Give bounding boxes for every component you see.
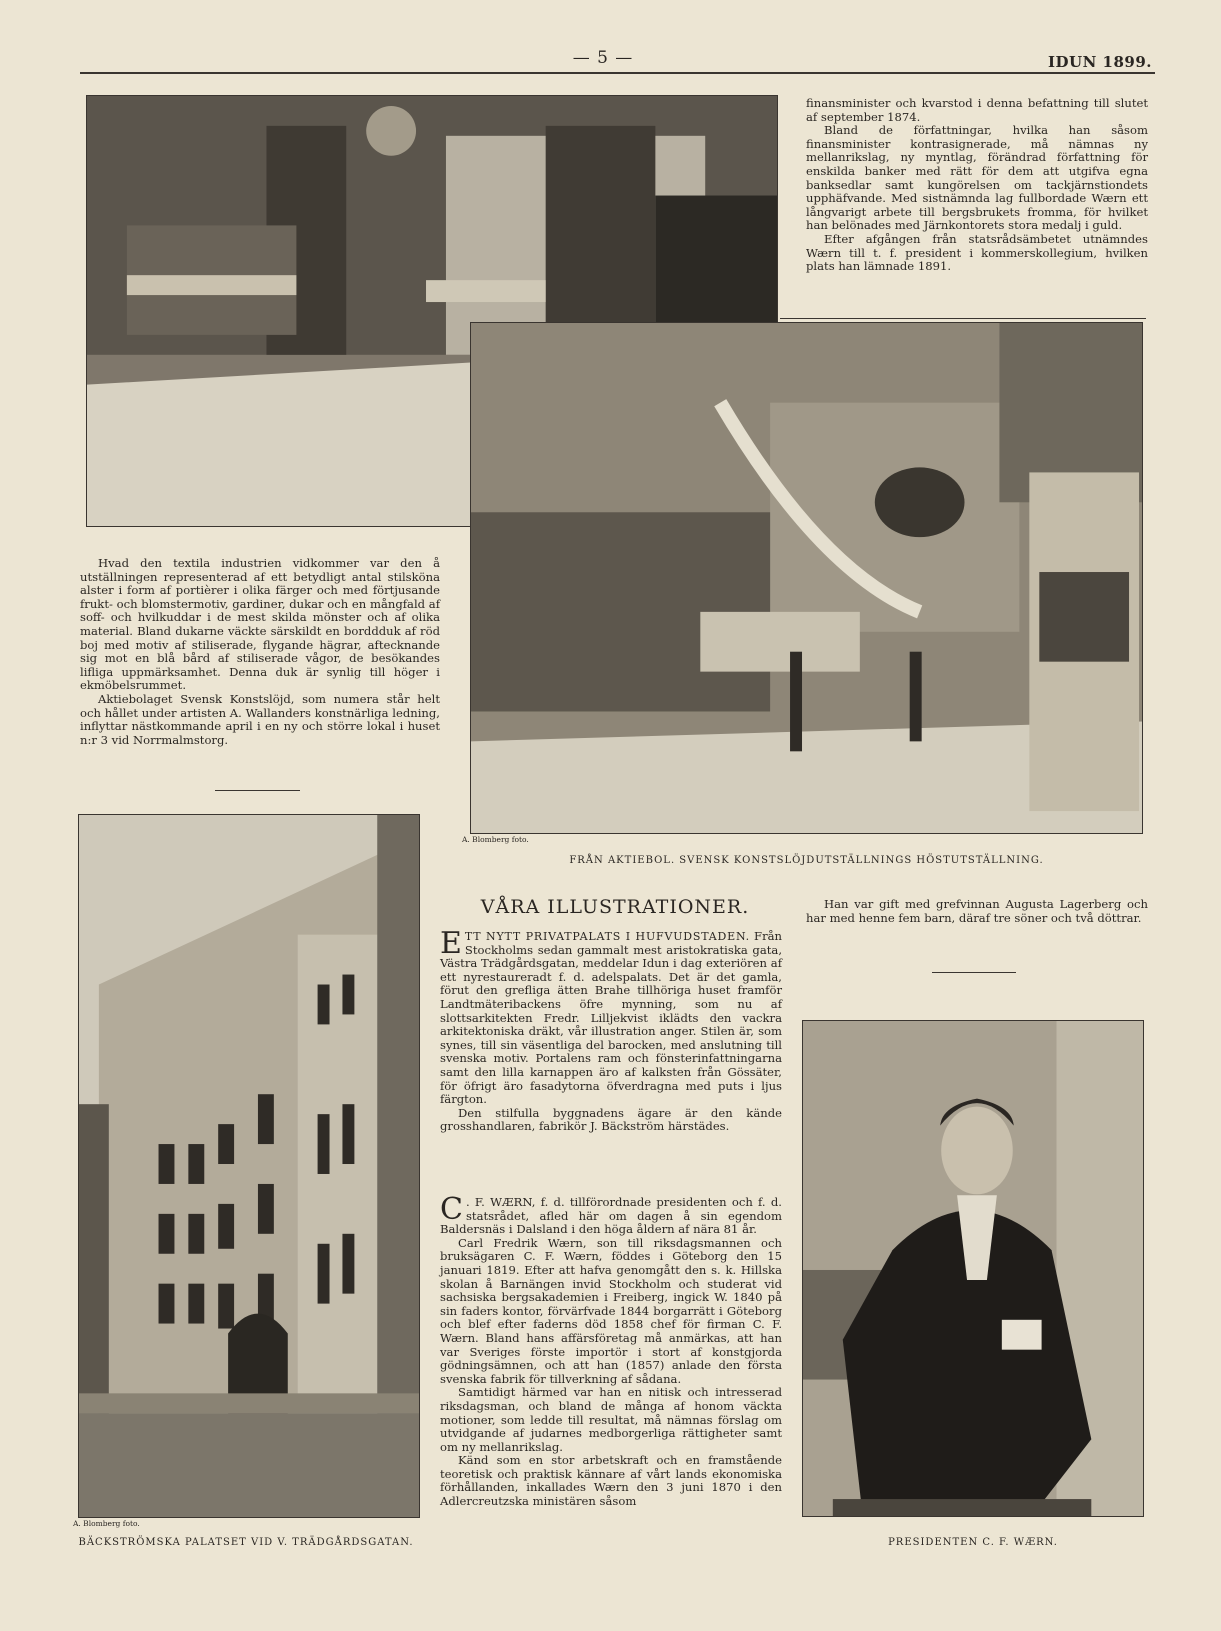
paragraph: Efter afgången från statsrådsämbetet utnämndes Wærn till t. f. president i kommerskollegium, hvilken plats han lämnade 1891. bbox=[806, 231, 1148, 274]
paragraph: Carl Fredrik Wærn, son till riksdagsmannen och bruksägaren C. F. Wærn, föddes i Göteborg den 15 januari 1819. Efter att hafva genomgått den s. k. Hillska skolan å Barnängen invid Stockholm och studerat vid sachsiska bergsakademien i Freiberg, ingick W. 1840 på sin faders kontor, förvärfvade 1844 borgarrätt i Göteborg och blef efter faderns död 1858 chef för firman C. F. Wærn. Bland hans affärsföretag må anmärkas, att han var Sveriges förste importör i stort af konstgjorda gödningsämnen, och att han (1857) anlade den första svenska fabrik för tillverkning af sådana. bbox=[440, 1235, 782, 1386]
text-run: Från Stockholms sedan gammalt mest aristokratiska gata, Västra Trädgårdsgatan, meddelar Idun i dag exteriören af ett nyrestaureradt f. d. adelspalats. Det är det gamla, förut den grefliga ätten Brahe tillhöriga huset framför Landtmäteribackens öfre mynning, som nu af slottsarkitekten Fredr. Lilljekvist iklädts den vackra arkitektoniska dräkt, vår illustration anger. Stilen är, som synes, till sin väsentliga del barocken, med anslutning till svenska motiv. Portalens ram och fönsterinfattningarna samt den lilla karnappen äro af kalksten från Gössäter, för öfrigt äro fasadytorna öfverdragna med puts i ljus färgton. bbox=[440, 929, 783, 1107]
column-rule bbox=[780, 318, 1146, 319]
paragraph: Den stilfulla byggnadens ägare är den kände grosshandlaren, fabrikör J. Bäckström härstädes. bbox=[440, 1105, 782, 1134]
paragraph: Hvad den textila industrien vidkommer var den å utställningen representerad af ett betydligt antal stilsköna alster i form af portièrer i olika färger och med förtjusande frukt- och blomstermotiv, gardiner, dukar och en mångfald af soff- och hvilkuddar i de mest skilda mönster och af olika material. Bland dukarne väckte särskildt en borddduk af röd boj med motiv af stiliserade, flygande hägrar, aftecknande sig mot en blå bård af stiliserade vågor, de besökandes lifliga uppmärksamhet. Denna duk är synlig till höger i ekmöbelsrummet. bbox=[80, 556, 440, 693]
paragraph: Han var gift med grefvinnan Augusta Lagerberg och har med henne fem barn, däraf tre söner och två döttrar. bbox=[806, 897, 1148, 925]
paragraph: Känd som en stor arbetskraft och en framstående teoretisk och praktisk kännare af vårt lands ekonomiska förhållanden, inkallades Wærn den 3 juni 1870 i den Adlercreutzska ministären såsom bbox=[440, 1453, 782, 1509]
photo-portrait-waern bbox=[802, 1020, 1144, 1517]
header-rule bbox=[80, 72, 1155, 74]
paragraph: finansminister och kvarstod i denna befattning till slutet af september 1874. bbox=[806, 96, 1148, 124]
section-divider bbox=[932, 972, 1016, 973]
paragraph bbox=[440, 926, 783, 1107]
dropcap: C bbox=[440, 1192, 463, 1227]
page-number: — 5 — bbox=[572, 48, 634, 68]
caption-exhibition: FRÅN AKTIEBOL. SVENSK KONSTSLÖJDUTSTÄLLNINGS HÖSTUTSTÄLLNING. bbox=[569, 855, 1044, 866]
paragraph: Samtidigt härmed var han en nitisk och intresserad riksdagsman, och bland de många af honom väckta motioner, som ledde till resultat, må nämnas förslag om utvidgande af judarnes medborgerliga rättigheter samt om ny mellanrikslag. bbox=[440, 1385, 782, 1454]
text-run: . F. WÆRN, f. d. tillförordnade presidenten och f. d. statsrådet, afled här om dagen å sin egendom Baldersnäs i Dalsland i den höga åldern af nära 81 år. bbox=[440, 1195, 782, 1237]
paragraph bbox=[440, 1192, 782, 1237]
article-subheading: TT NYTT PRIVATPALATS I HUFVUDSTADEN. bbox=[464, 930, 750, 943]
article-textile bbox=[80, 557, 440, 747]
caption-palace: BÄCKSTRÖMSKA PALATSET VID V. TRÄDGÅRDSGATAN. bbox=[78, 1537, 414, 1548]
paragraph: Aktiebolaget Svensk Konstslöjd, som numera står helt och hållet under artisten A. Wallanders konstnärliga ledning, inflyttar nästkommande april i en ny och större lokal i huset n:r 3 vid Norrmalmstorg. bbox=[80, 691, 440, 747]
dropcap: E bbox=[440, 926, 462, 961]
paragraph: Bland de författningar, hvilka han såsom finansminister kontrasignerade, må nämnas ny mellanrikslag, ny myntlag, förändrad författning för enskilda banker med rätt för dem att utgifva egna banksedlar samt kungörelsen om tackjärnstiondets upphäfvande. Med sistnämnda lag fullbordade Wærn ett långvarigt arbete till bergsbrukets fromma, för hvilket han belönades med Järnkontorets stora medalj i guld. bbox=[806, 123, 1148, 233]
photo-room-bedroom bbox=[470, 322, 1143, 834]
photo-credit: A. Blomberg foto. bbox=[462, 835, 529, 844]
photo-backstrom-palace bbox=[78, 814, 420, 1518]
section-divider bbox=[215, 790, 300, 791]
article-palace bbox=[440, 926, 783, 1134]
article-waern bbox=[440, 1192, 782, 1509]
photo-credit: A. Blomberg foto. bbox=[73, 1519, 140, 1528]
caption-portrait: PRESIDENTEN C. F. WÆRN. bbox=[888, 1537, 1058, 1548]
article-waern-family bbox=[806, 898, 1148, 925]
section-heading: VÅRA ILLUSTRATIONER. bbox=[480, 896, 750, 918]
article-continuation-finance bbox=[806, 97, 1148, 274]
magazine-title: IDUN 1899. bbox=[1047, 53, 1152, 71]
